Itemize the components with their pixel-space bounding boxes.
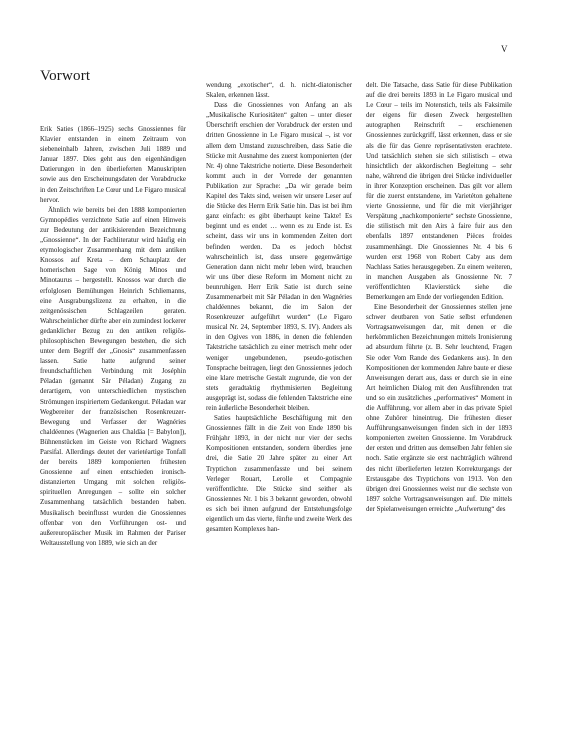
paragraph: Ähnlich wie bereits bei den 1888 komponierten Gymnopédies verzichtete Satie auf einen Hinweis zur Bedeutung der antikisierenden Bezeichnung „Gnossienne“. In der Fachliteratur wird häufig ein etymologischer Zusammenhang mit dem antiken Knossos auf Kreta – dem Schauplatz der homerischen Sage von König Minos und Minotaurus – hergestellt. Knossos war durch die erfolglosen Bemühungen Heinrich Schliemanns, eine Ausgrabungslizenz zu erhalten, in die zeitgenössischen Schlagzeilen geraten. Wahrscheinlicher dürfte aber ein zumindest lockerer gedanklicher Bezug zu den antiken religiös-philosophischen Bewegungen bestehen, die sich unter dem Begriff der „Gnosis“ zusammenfassen lassen. Satie hatte aufgrund seiner freundschaftlichen Verbindung mit Joséphin Péladan (genannt Sâr Péladan) Zugang zu derartigem, von unterschiedlichen mystischen Strömungen inspiriertem Gedankengut. Péladan war Wegbereiter der französischen Rosenkreuzer-Bewegung und Verfasser der Wagnéries chaldéennes (Wagnerien aus Chaldäa [= Babylon]), Bühnenstücken im Geiste von Richard Wagners Parsifal. Allerdings deutet der varietéartige Tonfall der bereits 1889 komponierten frühesten Gnossienne auf einen entschieden ironisch-distanzierten Umgang mit solchen religiös-spirituellen Anregungen – sollte ein solcher Zusammenhang tatsächlich bestanden haben. Musikalisch beeinflusst wurden die Gnossiennes offenbar von den Vorführungen ost- und außereuropäischer Musik im Rahmen der Pariser Weltausstellung von 1889, wie sich an der (40, 205, 186, 547)
paragraph: delt. Die Tatsache, dass Satie für diese Publikation auf die drei bereits 1893 in Le Figaro musical und Le Cœur – teils im Notenstich, teils als Faksimile der eigens für diesen Zweck hergestellten autographen Reinschrift – erschienenen Gnossiennes zurückgriff, lässt erkennen, dass er sie als die für das Genre repräsentativsten erachtete. Und tatsächlich stehen sie sich stilistisch – etwa hinsichtlich der akkordischen Begleitung – sehr nahe, während die übrigen drei Stücke individueller in ihrer Konzeption erscheinen. Das gilt vor allem für die zuerst entstandene, im Varietéton gehaltene vierte Gnossienne, und für die mit vierjähriger Verspätung „nachkomponierte“ sechste Gnossienne, die stilistisch mit den Airs à faire fuir aus den ebenfalls 1897 entstandenen Pièces froides zusammenhängt. Die Gnossiennes Nr. 4 bis 6 wurden erst 1968 von Robert Caby aus dem Nachlass Saties herausgegeben. Zu einem weiteren, in manchen Ausgaben als Gnossienne Nr. 7 veröffentlichten Klavierstück siehe die Bemerkungen am Ende der vorliegenden Edition. (366, 81, 512, 301)
text-column-3 (366, 80, 512, 514)
text-column-1 (40, 124, 186, 548)
paragraph: Saties hauptsächliche Beschäftigung mit den Gnossiennes fällt in die Zeit von Ende 1890 bis Frühjahr 1893, in der nicht nur vier der sechs Kompositionen entstanden, sondern überdies jene drei, die Satie 20 Jahre später zu einer Art Tryptichon zusammenfasste und bei seinem Verleger Rouart, Lerolle et Compagnie veröffentlichte. Die Stücke sind seither als Gnossiennes Nr. 1 bis 3 bekannt geworden, obwohl es sich bei ihnen aufgrund der Entstehungsfolge eigentlich um das vierte, fünfte und zweite Werk des gesamten Komplexes han- (206, 414, 352, 534)
paragraph: wendung „exotischer“, d. h. nicht-diatonischer Skalen, erkennen lässt. (206, 81, 352, 100)
paragraph: Dass die Gnossiennes von Anfang an als „Musikalische Kuriositäten“ galten – unter dieser Überschrift erschien der Vorabdruck der ersten und dritten Gnossienne in Le Figaro musical –, ist vor allem dem Umstand zuzuschreiben, dass Satie die Stücke mit Ausnahme des zuerst komponierten (der Nr. 4) ohne Taktstriche notierte. Diese Besonderheit kommt auch in der Vorrede der genannten Publikation zur Sprache: „Da wir gerade beim Kapitel des Takts sind, weisen wir unsere Leser auf die Stücke des Herrn Erik Satie hin. Das ist bei ihm ganz einfach: es gibt überhaupt keine Takte! Es beginnt und es endet … wenn es zu Ende ist. Es scheint, dass wir uns in kommenden Zeiten dort befinden werden. Da es jedoch höchst wahrscheinlich ist, dass unsere gegenwärtige Generation dann nicht mehr leben wird, brauchen wir uns über diese Reform im Moment nicht zu beunruhigen. Herr Erik Satie ist durch seine Zusammenarbeit mit Sâr Péladan in den Wagnéries chaldéennes bekannt, die im Salon der Rosenkreuzer aufgeführt wurden“ (Le Figaro musical Nr. 24, September 1893, S. IV). Anders als in den Ogives von 1886, in denen die fehlenden Taktstriche tatsächlich zu einer metrisch mehr oder weniger ungebundenen, pseudo-gotischen Tonsprache beitragen, liegt den Gnossiennes jedoch eine klare metrische Gestalt zugrunde, die von der stets geradtaktig rhythmisierten Begleitung ausgeprägt ist, sodass die fehlenden Taktstriche eine rein äußerliche Besonderheit bleiben. (206, 101, 352, 412)
paragraph: Eine Besonderheit der Gnossiennes stellen jene schwer deutbaren von Satie selbst erfundenen Vortragsanweisungen dar, mit denen er die herkömmlichen Bezeichnungen mittels Ironisierung ad absurdum führte (z. B. Sehr leuchtend, Fragen Sie oder Vom Rande des Gedankens aus). In den Kompositionen der kommenden Jahre baute er diese Anweisungen derart aus, dass er durch sie in eine Art heimlichen Dialog mit den Ausführenden trat und so ein zusätzliches „performatives“ Moment in die Aufführung, vor allem aber in das private Spiel ohne Zuhörer hineintrug. Die frühesten dieser Aufführungsanweisungen finden sich in der 1893 komponierten zweiten Gnossienne. Im Vorabdruck der ersten und dritten aus demselben Jahr fehlen sie noch. Satie ergänzte sie erst nachträglich während des nicht überlieferten letzten Korrekturgangs der Erstausgabe des Tryptichons von 1913. Von den übrigen drei Gnossiennes weist nur die sechste von 1897 solche Vortragsanweisungen auf. Die mittels der Spielanweisungen erreichte „Aufwertung“ des (366, 303, 512, 513)
text-column-2 (206, 80, 352, 534)
paragraph: Erik Saties (1866–1925) sechs Gnossiennes für Klavier entstanden in einem Zeitraum von siebeneinhalb Jahren, zwischen Juli 1889 und Januar 1897. Dies geht aus den eigenhändigen Datierungen in den überlieferten Manuskripten sowie aus den Erscheinungsdaten der Vorabdrucke in den Zeitschriften Le Cœur und Le Figaro musical hervor. (40, 125, 186, 204)
page-title: Vorwort (40, 68, 91, 84)
page-number: V (501, 44, 508, 54)
